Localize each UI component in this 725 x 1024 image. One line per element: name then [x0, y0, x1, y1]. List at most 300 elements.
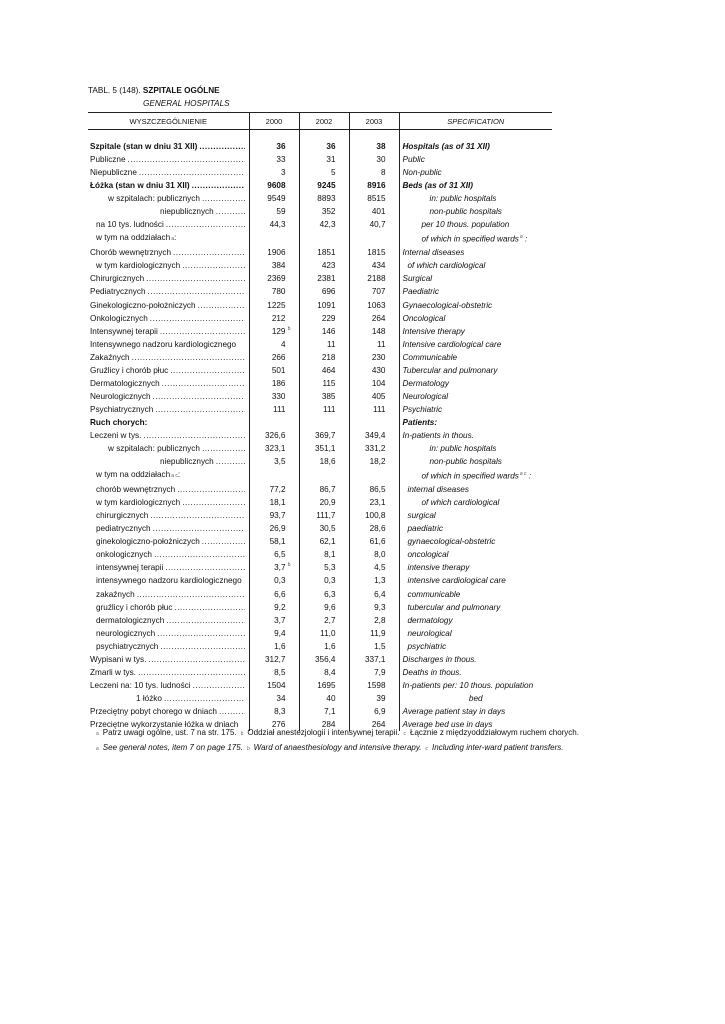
value-cell — [349, 496, 399, 509]
row-label-pl — [88, 218, 249, 231]
value-text: 6,3 — [324, 589, 336, 599]
value-cell — [349, 509, 399, 522]
table-row — [88, 588, 552, 601]
row-label-pl — [88, 377, 249, 390]
leader-dots — [216, 455, 245, 468]
row-label-en-text: Paediatric — [402, 287, 439, 297]
value-cell — [299, 299, 349, 312]
table-row — [88, 299, 552, 312]
value-cell — [299, 272, 349, 285]
value-cell — [299, 351, 349, 364]
value-text: 18,6 — [319, 457, 336, 467]
value-cell — [349, 377, 399, 390]
value-cell — [249, 468, 299, 483]
value-cell — [349, 705, 399, 718]
row-label-pl-wrap — [136, 692, 245, 705]
value-text: 501 — [271, 365, 286, 375]
footnote-ref: b — [287, 325, 291, 332]
value-cell — [349, 285, 399, 298]
table-row — [88, 548, 552, 561]
value-text: 326,6 — [265, 431, 286, 440]
leader-dots — [170, 364, 244, 377]
value-cell — [249, 640, 299, 653]
table-row — [88, 403, 552, 416]
footnote-text: Ward of anaesthesiology and intensive therapy. — [253, 743, 422, 752]
value-text: 337,1 — [365, 654, 386, 664]
header-year-2002: 2002 — [299, 113, 349, 130]
row-label-pl-text: w tym na oddziałach — [96, 233, 171, 243]
row-label-pl — [88, 601, 249, 614]
row-label-pl-wrap — [96, 535, 245, 548]
row-label-en-text: in: public hospitals — [429, 194, 497, 204]
value-cell — [349, 312, 399, 325]
row-label-en-text: Patients: — [402, 417, 438, 427]
table-row — [88, 272, 552, 285]
value-text: 39 — [376, 693, 386, 703]
value-cell — [299, 364, 349, 377]
value-text: 11 — [377, 339, 386, 349]
row-label-pl-wrap — [90, 140, 245, 153]
row-label-en — [399, 259, 552, 272]
value-cell — [349, 561, 399, 574]
value-cell — [349, 679, 399, 692]
row-label-en — [399, 653, 552, 666]
row-label-pl-wrap — [90, 705, 245, 718]
footnote-ref: a — [171, 236, 174, 243]
table-row — [88, 166, 552, 179]
row-label-pl-wrap — [90, 153, 245, 166]
value-text: 3 — [280, 168, 286, 178]
row-label-pl-text: w tym kardiologicznych — [96, 261, 181, 271]
value-cell — [299, 246, 349, 259]
row-label-en — [399, 192, 552, 205]
value-cell — [249, 509, 299, 522]
row-label-en — [399, 509, 552, 522]
value-text: 229 — [321, 313, 336, 323]
value-text: 423 — [321, 261, 336, 271]
value-text: 11,9 — [370, 628, 386, 638]
value-cell — [299, 588, 349, 601]
row-label-pl-text: dermatologicznych — [96, 615, 165, 625]
row-label-en — [399, 679, 552, 692]
value-text: 8,3 — [274, 706, 286, 716]
row-label-en-text: Communicable — [402, 352, 458, 362]
value-cell — [349, 390, 399, 403]
value-text: 218 — [321, 352, 336, 362]
value-cell — [249, 483, 299, 496]
row-label-en — [399, 179, 552, 192]
value-cell — [349, 483, 399, 496]
value-cell — [299, 692, 349, 705]
value-cell — [349, 299, 399, 312]
row-label-en — [399, 205, 552, 218]
value-cell — [299, 666, 349, 679]
row-label-en-text: Intensive cardiological care — [402, 339, 502, 349]
table-row — [88, 679, 552, 692]
value-text: 129 — [271, 326, 286, 336]
row-label-pl-text: Zmarli w tys. — [90, 667, 136, 677]
row-label-en — [399, 416, 552, 429]
row-label-pl-wrap — [90, 166, 245, 179]
row-label-pl-text: chorób wewnętrznych — [96, 485, 176, 495]
leader-dots — [165, 561, 244, 574]
value-text: 230 — [371, 352, 386, 362]
value-cell — [349, 601, 399, 614]
value-text: 330 — [271, 391, 286, 401]
value-text: 146 — [321, 326, 336, 336]
row-label-pl-wrap — [96, 561, 245, 574]
value-cell — [249, 364, 299, 377]
row-label-pl-text: pediatrycznych — [96, 524, 151, 534]
table-body — [88, 130, 552, 732]
value-text: 33 — [276, 155, 286, 165]
table-row — [88, 455, 552, 468]
value-text: 276 — [271, 719, 286, 729]
row-label-pl-text: gruźlicy i chorób płuc — [96, 602, 173, 612]
value-cell — [249, 653, 299, 666]
row-label-en-text: Tubercular and pulmonary — [402, 365, 498, 375]
row-label-en — [399, 640, 552, 653]
table-row — [88, 285, 552, 298]
footnote-mark: c — [403, 731, 407, 737]
table-row — [88, 140, 552, 153]
row-label-pl-wrap — [108, 192, 245, 205]
row-label-pl-wrap — [96, 574, 245, 587]
value-text: 9549 — [267, 194, 286, 204]
value-cell — [249, 416, 299, 429]
value-text: 104 — [371, 378, 386, 388]
value-cell — [349, 455, 399, 468]
row-label-pl-wrap — [90, 272, 245, 285]
footnotes-pl — [92, 726, 579, 741]
value-text: 0,3 — [324, 576, 336, 586]
value-cell — [249, 666, 299, 679]
row-label-en — [399, 627, 552, 640]
leader-dots — [154, 548, 245, 561]
row-label-pl-text: ginekologiczno-położniczych — [96, 537, 200, 547]
value-text: 28,6 — [369, 524, 386, 534]
value-cell — [299, 640, 349, 653]
value-text: 77,2 — [269, 485, 286, 495]
value-cell — [349, 522, 399, 535]
value-cell — [249, 390, 299, 403]
value-text: 385 — [321, 391, 336, 401]
row-label-pl-wrap — [96, 522, 245, 535]
value-cell — [349, 325, 399, 338]
value-text: 1695 — [317, 680, 336, 690]
value-text: 111,7 — [316, 511, 336, 521]
value-cell — [349, 153, 399, 166]
row-label-pl — [88, 614, 249, 627]
table-row — [88, 627, 552, 640]
row-label-en-text: internal diseases — [407, 485, 469, 495]
value-text: 5,3 — [324, 563, 336, 573]
table-row — [88, 561, 552, 574]
value-cell — [349, 140, 399, 153]
value-text: 2,7 — [324, 615, 336, 625]
leader-dots — [146, 272, 244, 285]
value-text: 8 — [380, 168, 386, 178]
row-label-pl-text: intensywnej terapii — [96, 563, 164, 573]
row-label-pl-wrap — [90, 299, 245, 312]
value-text: 369,7 — [315, 431, 336, 440]
row-label-en-text: Beds (as of 31 XII) — [402, 181, 474, 191]
value-text: 40,7 — [369, 220, 386, 230]
value-cell — [299, 140, 349, 153]
value-text: 34 — [276, 693, 286, 703]
table-row — [88, 640, 552, 653]
row-label-pl — [88, 325, 249, 338]
value-text: 696 — [321, 287, 336, 297]
row-label-en-text: In-patients per: 10 thous. population — [402, 680, 534, 690]
row-label-pl-wrap — [90, 179, 245, 192]
row-label-en-text: in: public hospitals — [429, 444, 497, 454]
row-label-pl — [88, 192, 249, 205]
value-cell — [249, 429, 299, 442]
value-cell — [299, 377, 349, 390]
value-cell — [349, 192, 399, 205]
row-label-pl-wrap — [96, 627, 245, 640]
table-title — [88, 84, 230, 110]
row-label-pl-wrap — [96, 231, 245, 246]
value-text: 7,9 — [374, 667, 386, 677]
row-label-en-text: Discharges in thous. — [402, 654, 477, 664]
value-text: 20,9 — [319, 498, 336, 508]
header-spec-en: SPECIFICATION — [399, 113, 552, 130]
leader-dots — [148, 653, 244, 666]
value-text: 401 — [371, 207, 386, 217]
value-text: 23,1 — [369, 498, 386, 508]
value-text: 59 — [276, 207, 286, 217]
value-text: 356,4 — [315, 654, 336, 664]
statistics-table — [88, 112, 552, 731]
value-text: 1,6 — [324, 641, 336, 651]
row-label-en — [399, 390, 552, 403]
value-cell — [349, 468, 399, 483]
value-text: 405 — [371, 391, 386, 401]
value-text: 349,4 — [365, 431, 386, 440]
row-label-pl-text: Neurologicznych — [90, 391, 151, 401]
value-cell — [299, 153, 349, 166]
row-label-en — [399, 429, 552, 442]
value-cell — [299, 429, 349, 442]
value-cell — [299, 192, 349, 205]
value-cell — [249, 285, 299, 298]
value-text: 26,9 — [269, 524, 286, 534]
leader-dots — [216, 205, 245, 218]
leader-dots — [160, 325, 245, 338]
row-label-pl-text: niepublicznych — [160, 457, 214, 467]
row-label-pl — [88, 692, 249, 705]
value-cell — [299, 561, 349, 574]
row-label-pl — [88, 588, 249, 601]
value-text: 8,1 — [324, 550, 336, 560]
value-cell — [349, 218, 399, 231]
row-label-pl-text: w szpitalach: publicznych — [108, 194, 200, 204]
row-label-en-text: Dermatology — [402, 378, 449, 388]
row-label-en — [399, 522, 552, 535]
row-label-colon: : — [526, 471, 532, 481]
value-text: 434 — [371, 261, 386, 271]
row-label-en-text: paediatric — [407, 524, 444, 534]
row-label-pl — [88, 364, 249, 377]
row-label-pl — [88, 272, 249, 285]
value-cell — [249, 692, 299, 705]
value-cell — [299, 679, 349, 692]
footnotes — [92, 726, 579, 756]
row-label-pl-wrap — [96, 468, 245, 483]
row-label-en-text: Deaths in thous. — [402, 667, 462, 677]
row-label-en — [399, 299, 552, 312]
row-label-pl-text: zakaźnych — [96, 589, 135, 599]
leader-dots — [153, 390, 245, 403]
value-cell — [349, 364, 399, 377]
leader-dots — [198, 299, 245, 312]
value-cell — [249, 705, 299, 718]
table-row — [88, 535, 552, 548]
table-title-en: GENERAL HOSPITALS — [143, 99, 230, 108]
value-text: 62,1 — [319, 537, 336, 547]
value-text: 2381 — [317, 274, 336, 284]
value-text: 1063 — [367, 300, 386, 310]
value-cell — [249, 272, 299, 285]
value-text: 6,5 — [274, 550, 286, 560]
leader-dots — [164, 692, 245, 705]
row-label-en — [399, 496, 552, 509]
table-row — [88, 390, 552, 403]
value-cell — [349, 548, 399, 561]
value-cell — [299, 259, 349, 272]
row-label-en — [399, 166, 552, 179]
row-label-pl-wrap — [96, 218, 245, 231]
row-label-pl-wrap — [96, 496, 245, 509]
value-text: 264 — [371, 719, 386, 729]
value-text: 1,3 — [374, 576, 386, 586]
value-text: 2188 — [367, 274, 386, 284]
header-year-2000: 2000 — [249, 113, 299, 130]
table-title-pl: SZPITALE OGÓLNE — [142, 86, 220, 95]
value-text: 42,3 — [319, 220, 336, 230]
table-row — [88, 259, 552, 272]
value-text: 7,1 — [324, 706, 336, 716]
table-row — [88, 496, 552, 509]
row-label-en-text: bed — [468, 693, 483, 703]
value-cell — [349, 166, 399, 179]
value-cell — [299, 496, 349, 509]
value-cell — [249, 627, 299, 640]
table-row — [88, 179, 552, 192]
value-cell — [299, 231, 349, 246]
value-text: 8515 — [367, 194, 386, 204]
row-label-pl — [88, 351, 249, 364]
value-cell — [349, 351, 399, 364]
row-label-en — [399, 403, 552, 416]
value-cell — [249, 166, 299, 179]
row-label-pl-text: Intensywnego nadzoru kardiologicznego — [90, 339, 237, 349]
row-label-en — [399, 351, 552, 364]
row-label-pl-wrap — [96, 509, 245, 522]
value-text: 212 — [271, 313, 286, 323]
value-cell — [249, 561, 299, 574]
row-label-pl — [88, 455, 249, 468]
row-label-pl-text: Przeciętny pobyt chorego w dniach — [90, 706, 217, 716]
value-cell — [349, 272, 399, 285]
value-cell — [249, 574, 299, 587]
row-label-en — [399, 666, 552, 679]
row-label-pl-text: Pediatrycznych — [90, 287, 146, 297]
value-cell — [299, 509, 349, 522]
row-label-pl-wrap — [96, 614, 245, 627]
leader-dots — [148, 285, 245, 298]
row-label-pl — [88, 179, 249, 192]
row-label-pl — [88, 259, 249, 272]
row-label-pl — [88, 483, 249, 496]
row-label-pl-text: Leczeni w tys. — [90, 431, 142, 440]
leader-dots — [174, 601, 244, 614]
row-label-en — [399, 231, 552, 246]
footnote-mark: b — [246, 746, 250, 752]
value-text: 40 — [326, 693, 336, 703]
row-label-en — [399, 561, 552, 574]
value-text: 3,7 — [274, 563, 286, 573]
leader-dots — [143, 429, 244, 442]
value-cell — [349, 442, 399, 455]
value-cell — [249, 192, 299, 205]
row-label-en — [399, 140, 552, 153]
value-cell — [299, 218, 349, 231]
value-text: 1851 — [317, 248, 336, 258]
value-cell — [299, 601, 349, 614]
row-label-pl-text: Psychiatrycznych — [90, 404, 154, 414]
value-text: 1504 — [267, 680, 286, 690]
row-label-pl-text: chirurgicznych — [96, 511, 149, 521]
table-row — [88, 351, 552, 364]
row-label-en — [399, 483, 552, 496]
row-label-pl-wrap — [90, 285, 245, 298]
value-text: 1815 — [367, 248, 386, 258]
value-cell — [299, 653, 349, 666]
value-cell — [249, 403, 299, 416]
value-text: 2369 — [267, 274, 286, 284]
value-text: 44,3 — [269, 220, 286, 230]
row-label-en-text: communicable — [407, 589, 461, 599]
value-cell — [249, 259, 299, 272]
row-label-pl-wrap — [90, 351, 245, 364]
value-cell — [299, 574, 349, 587]
value-cell — [249, 496, 299, 509]
value-text: 86,7 — [319, 485, 336, 495]
leader-dots — [202, 192, 245, 205]
row-label-en — [399, 364, 552, 377]
row-label-en — [399, 535, 552, 548]
value-text: 4,5 — [374, 563, 386, 573]
footnote-ref: a — [519, 234, 523, 241]
value-text: 331,2 — [365, 444, 386, 454]
value-text: 8893 — [317, 194, 336, 204]
value-cell — [249, 299, 299, 312]
row-label-pl-text: psychiatrycznych — [96, 641, 159, 651]
value-cell — [249, 205, 299, 218]
row-label-pl-text: Leczeni na: 10 tys. ludności — [90, 680, 191, 690]
row-label-en-text: oncological — [407, 550, 449, 560]
row-label-pl-text: intensywnego nadzoru kardiologicznego — [96, 576, 242, 586]
value-text: 9245 — [317, 181, 336, 191]
row-label-pl-text: w tym na oddziałach — [96, 470, 171, 480]
row-label-en — [399, 246, 552, 259]
row-label-pl-text: Przeciętne wykorzystanie łóżka w dniach — [90, 719, 239, 729]
row-label-pl-wrap — [90, 325, 245, 338]
row-label-pl — [88, 285, 249, 298]
